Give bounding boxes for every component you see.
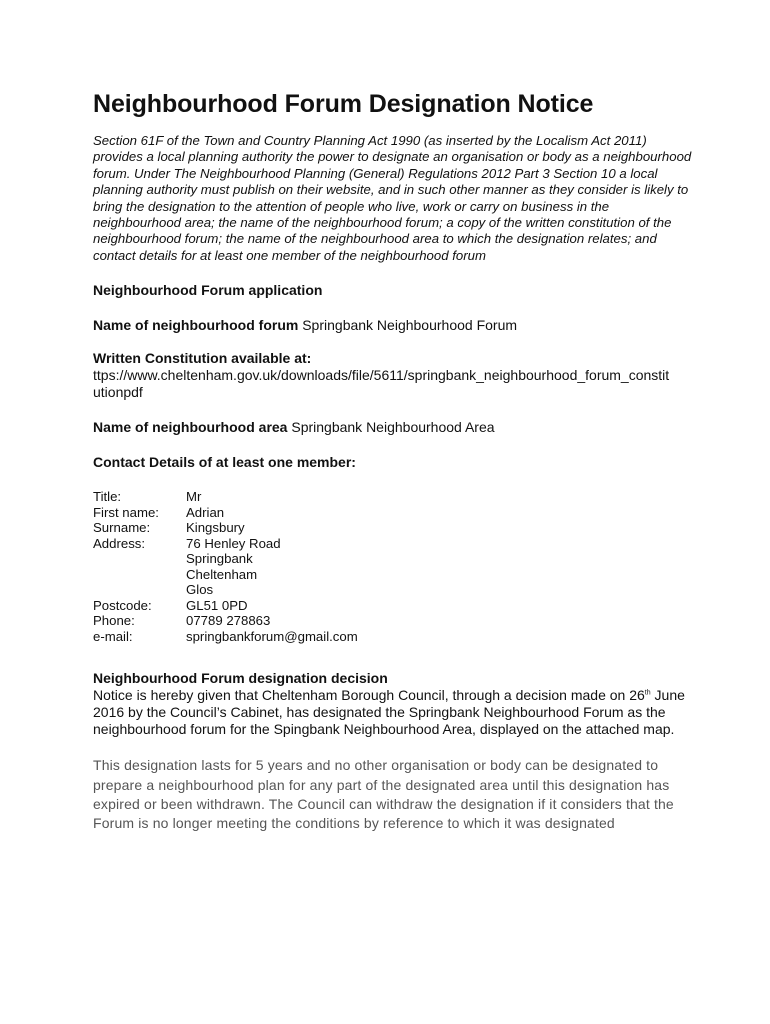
contact-label: Address:	[93, 535, 146, 551]
decision-date-suffix: th	[644, 689, 651, 697]
constitution-label: Written Constitution available at:	[93, 350, 312, 367]
contact-details	[93, 489, 693, 644]
address-lines	[186, 536, 693, 598]
address-line: Glos	[186, 582, 214, 598]
contact-value: 07789 278863	[186, 613, 271, 629]
constitution-url[interactable]: ttps://www.cheltenham.gov.uk/downloads/file/5611/springbank_neighbourhood_forum_constitutionpdf	[93, 367, 670, 401]
decision-text	[93, 687, 693, 738]
designation-duration-paragraph: This designation lasts for 5 years and no other organisation or body can be designated to prepare a neighbourhood plan for any part of the designated area until this designation has expired or been withdrawn. The Council can withdraw the designation if it considers that the Forum is no longer meeting the conditions by reference to which it was designated	[93, 757, 674, 832]
contact-row-address	[93, 536, 693, 598]
constitution-section	[93, 350, 693, 401]
contact-row-title	[93, 489, 693, 505]
document-page	[93, 88, 693, 847]
contact-label: Phone:	[93, 613, 135, 629]
contact-row-phone	[93, 613, 693, 629]
decision-section	[93, 670, 693, 738]
contact-label: Postcode:	[93, 597, 152, 613]
intro-paragraph: Section 61F of the Town and Country Planning Act 1990 (as inserted by the Localism Act 2011) provides a local planning authority the power to designate an organisation or body as a neighbourhood forum. Under The Neighbourhood Planning (General) Regulations 2012 Part 3 Section 10 a local planning authority must publish on their website, and in such other manner as they consider is likely to bring the designation to the attention of people who live, work or carry on business in the neighbourhood area; the name of the neighbourhood forum; a copy of the written constitution of the neighbourhood forum; the name of the neighbourhood area to which the designation relates; and contact details for at least one member of the neighbourhood forum	[93, 133, 692, 263]
address-line: Springbank	[186, 551, 253, 567]
contact-label: e-mail:	[93, 628, 133, 644]
forum-name-label: Name of neighbourhood forum	[93, 317, 299, 334]
contact-email-value[interactable]: springbankforum@gmail.com	[186, 628, 358, 644]
area-name-line	[93, 419, 693, 436]
contact-value: GL51 0PD	[186, 597, 248, 613]
application-heading: Neighbourhood Forum application	[93, 282, 323, 299]
address-line: Cheltenham	[186, 566, 258, 582]
contact-row-postcode	[93, 598, 693, 614]
forum-name-line	[93, 317, 693, 334]
contact-value: Mr	[186, 489, 202, 505]
page-title: Neighbourhood Forum Designation Notice	[93, 90, 594, 118]
contact-row-email	[93, 629, 693, 645]
contact-row-surname	[93, 520, 693, 536]
contact-value: Adrian	[186, 504, 225, 520]
area-name-label: Name of neighbourhood area	[93, 419, 288, 436]
contact-label: Title:	[93, 489, 122, 505]
area-name-value: Springbank Neighbourhood Area	[291, 419, 495, 436]
contact-heading: Contact Details of at least one member:	[93, 454, 356, 471]
contact-row-first-name	[93, 505, 693, 521]
decision-text-before: Notice is hereby given that Cheltenham Borough Council, through a decision made on 26	[93, 687, 645, 704]
forum-name-value: Springbank Neighbourhood Forum	[302, 317, 518, 334]
contact-label: First name:	[93, 504, 159, 520]
contact-value: Kingsbury	[186, 520, 245, 536]
contact-label: Surname:	[93, 520, 151, 536]
address-line: 76 Henley Road	[186, 535, 281, 551]
decision-text-after: June 2016 by the Council’s Cabinet, has designated the Springbank Neighbourhood Forum as the neighbourhood forum for the Spingbank Neighbourhood Area, displayed on the attached map.	[93, 687, 685, 738]
decision-heading: Neighbourhood Forum designation decision	[93, 670, 388, 687]
